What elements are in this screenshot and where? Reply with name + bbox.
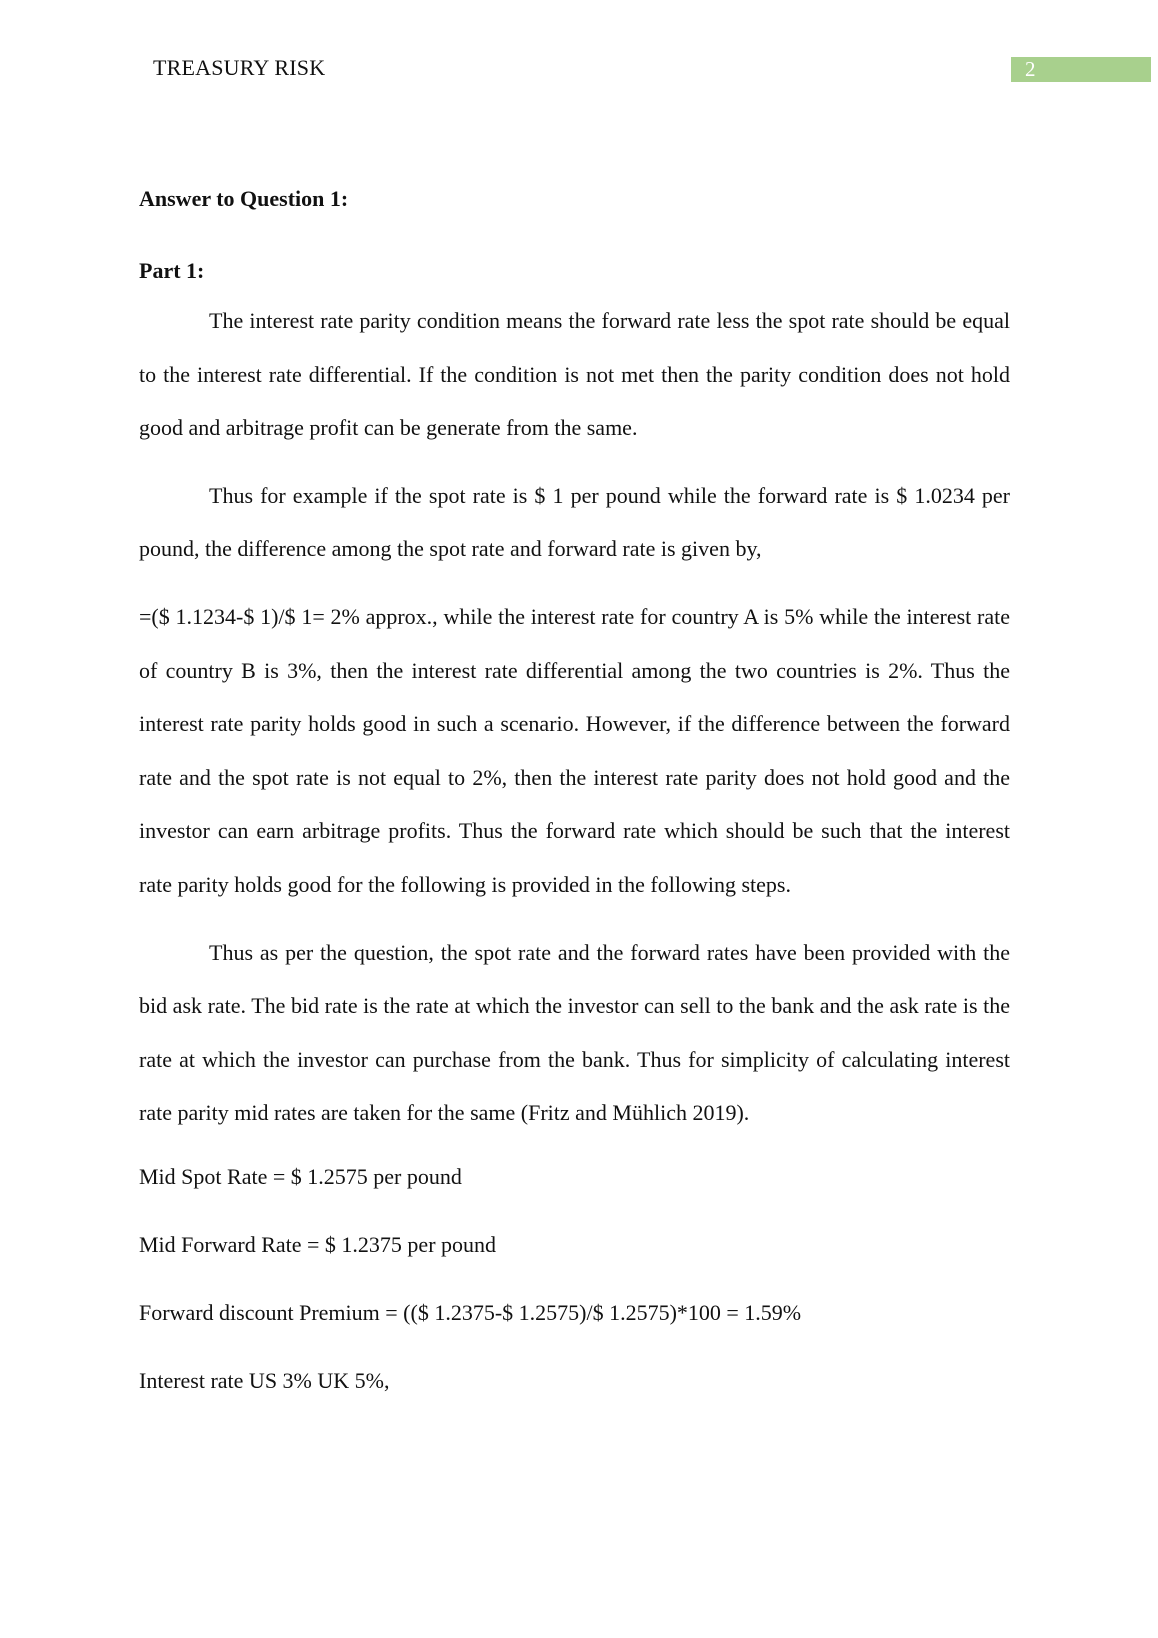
paragraph-calculation: =($ 1.1234-$ 1)/$ 1= 2% approx., while the interest rate for country A is 5% while the interest rate of country B is 3%, then the interest rate differential among the two countries is 2%. Thus the interest rate parity holds good in such a scenario. However, if the difference between the forward rate and the spot rate is not equal to 2%, then the interest rate parity does not hold good and the investor can earn arbitrage profits. Thus the forward rate which should be such that the interest rate parity holds good for the following is provided in the following steps. <box>139 603 1010 897</box>
paragraph-bid-ask: Thus as per the question, the spot rate and the forward rates have been provided with the bid ask rate. The bid rate is the rate at which the investor can sell to the bank and the ask rate is the rate at which the investor can purchase from the bank. Thus for simplicity of calculating interest rate parity mid rates are taken for the same (Fritz and Mühlich 2019). <box>139 939 1010 1126</box>
heading-part: Part 1: <box>139 258 205 283</box>
line-interest-rates: Interest rate US 3% UK 5%, <box>139 1367 390 1393</box>
line-mid-spot-rate: Mid Spot Rate = $ 1.2575 per pound <box>139 1163 462 1189</box>
heading-answer: Answer to Question 1: <box>139 186 349 211</box>
running-head: TREASURY RISK <box>153 55 326 80</box>
paragraph-parity-definition: The interest rate parity condition means the forward rate less the spot rate should be equal to the interest rate differential. If the condition is not met then the parity condition does not hold good and arbitrage profit can be generate from the same. <box>139 308 1010 441</box>
line-forward-premium: Forward discount Premium = (($ 1.2375-$ 1.2575)/$ 1.2575)*100 = 1.59% <box>139 1299 802 1325</box>
document-body <box>139 176 1010 1396</box>
page-number: 2 <box>1011 57 1151 82</box>
line-mid-forward-rate: Mid Forward Rate = $ 1.2375 per pound <box>139 1231 497 1257</box>
paragraph-example: Thus for example if the spot rate is $ 1 per pound while the forward rate is $ 1.0234 per pound, the difference among the spot rate and forward rate is given by, <box>139 482 1010 562</box>
